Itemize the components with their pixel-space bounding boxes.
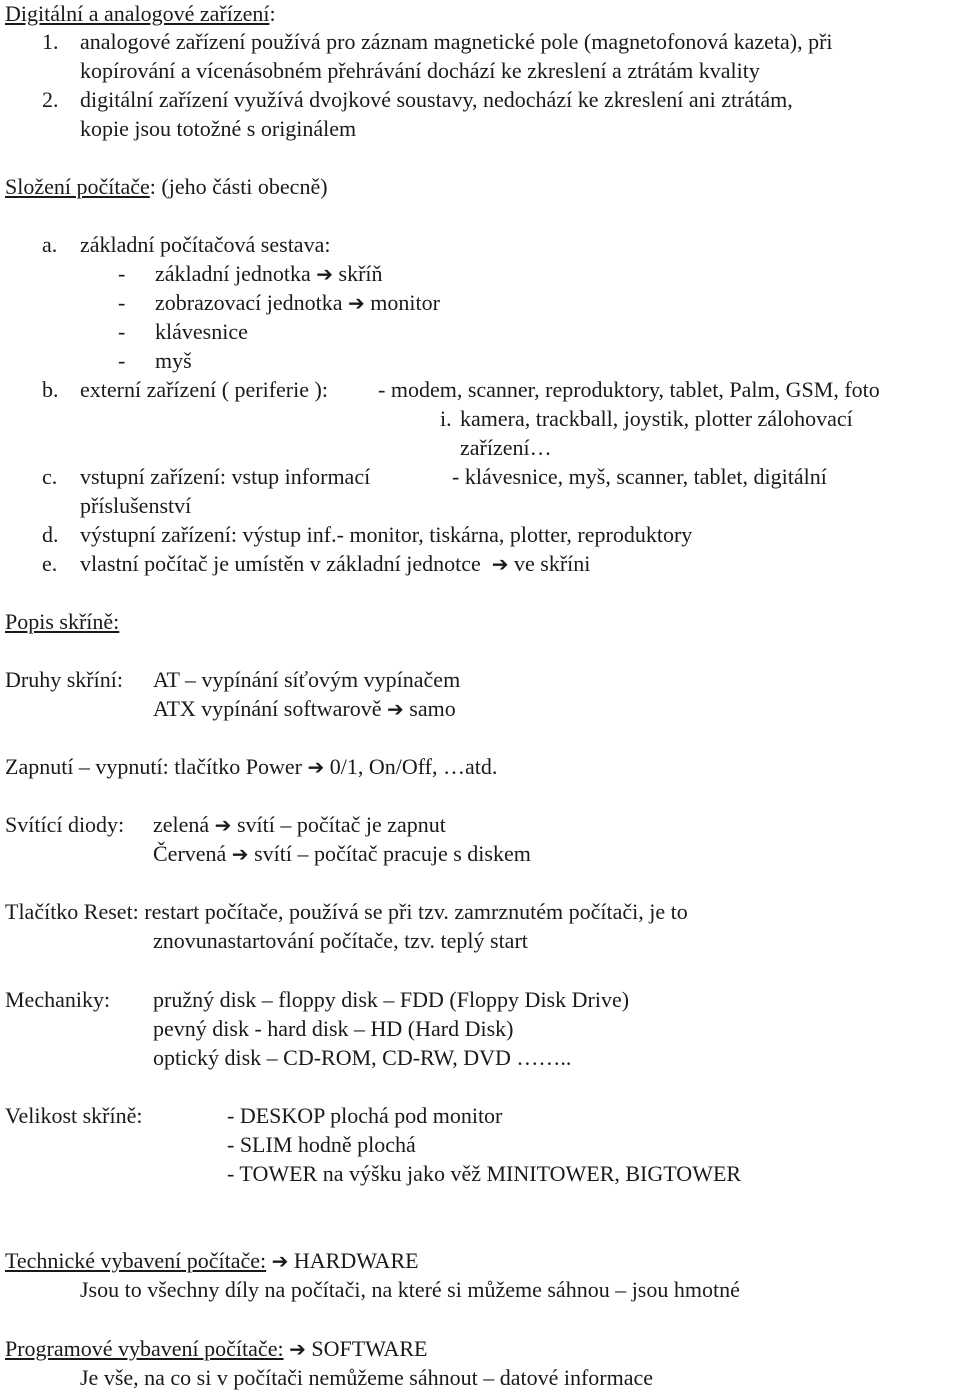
software-value: SOFTWARE <box>311 1336 428 1361</box>
arrow-icon: ➔ <box>387 697 404 721</box>
power-right: 0/1, On/Off, …atd. <box>329 754 498 779</box>
digital-item-1-line-2: kopírování a vícenásobném přehrávání dochází ke zkreslení a ztrátám kvality <box>80 58 760 83</box>
arrow-icon: ➔ <box>307 755 325 779</box>
sub-dash: - <box>118 261 126 286</box>
list-b-devices-line-2: kamera, trackball, joystik, plotter zálohovací <box>460 406 853 431</box>
case-size-slim: - SLIM hodně plochá <box>227 1132 416 1157</box>
hardware-line <box>5 1246 419 1276</box>
hardware-heading: Technické vybavení počítače: <box>5 1248 267 1273</box>
list-c-text: vstupní zařízení: vstup informací <box>80 464 371 489</box>
sub-dash: - <box>118 290 126 315</box>
list-d-label: d. <box>42 522 59 547</box>
sub-item-system-unit <box>155 259 383 289</box>
list-c-line-2: příslušenství <box>80 493 192 518</box>
digital-item-1-num: 1. <box>42 29 59 54</box>
composition-heading: Složení počítače <box>5 174 150 199</box>
composition-heading-tail: : (jeho části obecně) <box>149 174 328 199</box>
case-heading: Popis skříně: <box>5 609 120 634</box>
digital-item-2-num: 2. <box>42 87 59 112</box>
heading-colon: : <box>269 1 276 26</box>
diodes-label: Svítící diody: <box>5 812 125 837</box>
reset-line-2: znovunastartování počítače, tzv. teplý start <box>153 928 528 953</box>
list-d-text: výstupní zařízení: výstup inf.- monitor, tiskárna, plotter, reproduktory <box>80 522 693 547</box>
hardware-value: HARDWARE <box>293 1248 419 1273</box>
reset-line-1: Tlačítko Reset: restart počítače, používá se při tzv. zamrznutém počítači, je to <box>5 899 688 924</box>
sub-dash: - <box>118 348 126 373</box>
arrow-icon: ➔ <box>348 291 365 315</box>
list-e-label: e. <box>42 551 58 576</box>
list-b-devices-line-3: zařízení… <box>460 435 552 460</box>
diode-green-left: zelená <box>153 812 210 837</box>
case-type-at: AT – vypínání síťovým vypínačem <box>153 667 461 692</box>
power-line <box>5 752 497 782</box>
digital-item-2-line-1: digitální zařízení využívá dvojkové soustavy, nedochází ke zkreslení ani ztrátám, <box>80 87 793 112</box>
drive-hard: pevný disk - hard disk – HD (Hard Disk) <box>153 1016 514 1041</box>
atx-left: ATX vypínání softwarově <box>153 696 382 721</box>
arrow-icon: ➔ <box>289 1337 306 1361</box>
diode-red-left: Červená <box>153 841 227 866</box>
diode-red <box>153 839 531 869</box>
composition-heading-line <box>5 172 328 201</box>
digital-heading: Digitální a analogové zařízení <box>5 1 270 26</box>
case-size-deskop: - DESKOP plochá pod monitor <box>227 1103 503 1128</box>
power-left: Zapnutí – vypnutí: tlačítko Power <box>5 754 302 779</box>
list-e-right: ve skříni <box>514 551 591 576</box>
list-c-label: c. <box>42 464 58 489</box>
drives-label: Mechaniky: <box>5 987 111 1012</box>
diode-green-right: svítí – počítač je zapnut <box>236 812 446 837</box>
arrow-icon: ➔ <box>231 842 249 866</box>
sub-dash: - <box>118 319 126 344</box>
list-a-text: základní počítačová sestava: <box>80 232 331 257</box>
list-b-text: externí zařízení ( periferie ): <box>80 377 328 402</box>
arrow-icon: ➔ <box>271 1249 289 1273</box>
digital-heading-line <box>5 0 276 28</box>
drive-floppy: pružný disk – floppy disk – FDD (Floppy Disk Drive) <box>153 987 630 1012</box>
software-desc: Je vše, na co si v počítači nemůžeme sáhnout – datové informace <box>80 1365 654 1390</box>
sub-item-left: základní jednotka <box>155 261 311 286</box>
drive-optical: optický disk – CD-ROM, CD-RW, DVD …….. <box>153 1045 572 1070</box>
list-c-devices: - klávesnice, myš, scanner, tablet, digitální <box>452 464 827 489</box>
diode-green <box>153 810 446 840</box>
atx-right: samo <box>409 696 456 721</box>
digital-item-1-line-1: analogové zařízení používá pro záznam magnetické pole (magnetofonová kazeta), při <box>80 29 833 54</box>
list-e-left: vlastní počítač je umístěn v základní jednotce <box>80 551 481 576</box>
list-b-label: b. <box>42 377 59 402</box>
software-line <box>5 1334 427 1364</box>
arrow-icon: ➔ <box>214 813 232 837</box>
sub-item-right: skříň <box>338 261 383 286</box>
list-b-sub-label: i. <box>440 406 452 431</box>
list-b-devices-line-1: - modem, scanner, reproduktory, tablet, Palm, GSM, foto <box>378 377 880 402</box>
sub-item-keyboard: klávesnice <box>155 319 248 344</box>
case-types-label: Druhy skříní: <box>5 667 123 692</box>
arrow-icon: ➔ <box>316 262 334 286</box>
diode-red-right: svítí – počítač pracuje s diskem <box>254 841 531 866</box>
case-size-tower: - TOWER na výšku jako věž MINITOWER, BIGTOWER <box>227 1161 742 1186</box>
list-e-text <box>80 549 590 579</box>
sub-item-mouse: myš <box>155 348 192 373</box>
sub-item-left: zobrazovací jednotka <box>155 290 343 315</box>
list-a-label: a. <box>42 232 58 257</box>
hardware-desc: Jsou to všechny díly na počítači, na které si můžeme sáhnou – jsou hmotné <box>80 1277 740 1302</box>
case-type-atx <box>153 694 456 724</box>
sub-item-right: monitor <box>370 290 440 315</box>
software-heading: Programové vybavení počítače: <box>5 1336 284 1361</box>
sub-item-display-unit <box>155 288 440 318</box>
digital-item-2-line-2: kopie jsou totožné s originálem <box>80 116 357 141</box>
arrow-icon: ➔ <box>491 552 509 576</box>
case-size-label: Velikost skříně: <box>5 1103 143 1128</box>
